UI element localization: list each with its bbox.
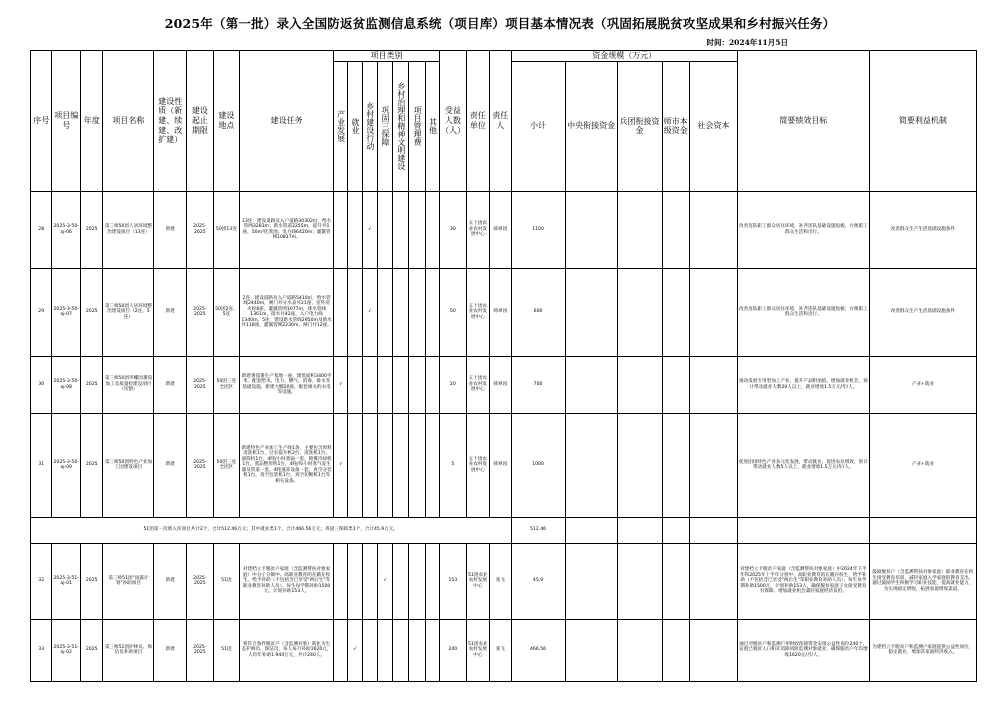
- cell-subtotal: 1000: [511, 413, 565, 517]
- cell-cat-rural: [362, 619, 377, 681]
- cell-period: 2025-2025: [187, 619, 214, 681]
- cell-period: 2025-2025: [187, 543, 214, 619]
- cell-social: [690, 268, 738, 356]
- cell-division: [662, 413, 690, 517]
- cell-central: [565, 268, 617, 356]
- cell-goal: 对建档立卡脱贫户家庭（含监测帮扶对象家庭）中2024年下半年和2025年上半年分别中、高职业教育的在籍在校生，给予补助（不包括含已享受"两后生"等职业教育补助人员），每生每学期补助1500元，计划补助153人，确保脱贫家庭子女接受教育有保障。增加就业机会减轻家庭经济负担。: [738, 543, 870, 619]
- cell-location: 50团三连全团区: [213, 413, 240, 517]
- cell-subtotal: 600: [511, 268, 565, 356]
- cell-cat-other: [425, 191, 439, 268]
- cell-seq: 32: [31, 543, 52, 619]
- cell-year: 2025: [80, 413, 102, 517]
- header-beneficiaries: 受益人数（人）: [440, 51, 467, 192]
- cell-cat-employment: [348, 413, 362, 517]
- header-cat-industry: 产业发展: [334, 61, 348, 191]
- cell-name: 第三师51团护林员、保洁员补助项目: [103, 619, 154, 681]
- cell-benefit: 产业+就业: [869, 413, 976, 517]
- cell-code: 2025-3-50-aj-08: [52, 356, 81, 413]
- cell-nature: 新建: [154, 268, 187, 356]
- header-location: 建设地点: [213, 51, 240, 192]
- cell-code: 2025-3-50-aj-07: [52, 268, 81, 356]
- header-category-group: 项目类别: [334, 51, 440, 62]
- cell-year: 2025: [80, 268, 102, 356]
- cell-code: 2025-3-50-aj-06: [52, 191, 81, 268]
- cell-cat-rural: [362, 356, 377, 413]
- cell-cat-employment: [348, 191, 362, 268]
- cell-task: 将符合条件脱贫户（含监测对象）转化为生态护林员、保洁员，每人每月补助1620元，人均年补助1.944万元，共计240人。: [240, 619, 334, 681]
- header-social: 社会资本: [690, 61, 738, 191]
- cell-resp-unit: 五十团农业农村发展中心: [466, 191, 489, 268]
- cell-resp-person: 张飞: [490, 619, 511, 681]
- cell-year: 2025: [80, 191, 102, 268]
- cell-seq: 29: [31, 268, 52, 356]
- document-title: 2025年（第一批）录入全国防返贫监测信息系统（项目库）项目基本情况表（巩固拓展脱贫攻坚成果和乡村振兴任务）: [164, 16, 836, 31]
- cell-benefit: 鼓励脱贫户（含监测帮扶对象家庭）职业教育在校生接受教育培训，减轻家庭入学家庭的教育支出，通过鼓励学生积极学习职业技能，提高就业能力，为实现稳定增收，拓展家庭增收渠道。: [869, 543, 976, 619]
- cell-cat-industry: [334, 268, 348, 356]
- cell-cat-other: [425, 543, 439, 619]
- table-row: [31, 619, 977, 681]
- cell-task: 13连：建设道路及入户道路30302㎡，给水管网3283m；新水管道2255m，提升井1座，50m³化粪池；电力线6420m；灌溉管网10817m。: [240, 191, 334, 268]
- cell-period: 2025-2025: [187, 191, 214, 268]
- cell-location: 51团: [213, 543, 240, 619]
- cell-cat-mgmt: [409, 543, 425, 619]
- cell-nature: 新建: [154, 619, 187, 681]
- header-nature: 建设性质（新建、续建、改扩建）: [154, 51, 187, 192]
- cell-cat-guarantee: √: [377, 543, 392, 619]
- header-cat-mgmt: 项目管理费: [409, 61, 425, 191]
- cell-task: 2连：建设道路及入户道路5410㎡，给水管线2440m，闸门井分水表井21座，室外消火栓6座，灌溉管网1077m，排水管线1361m，排水井42座，入户电力线1340m。5连：建设新水管线2950m及新水井118座，灌溉管网2230m，闸门井12座。: [240, 268, 334, 356]
- document-date: 时间：2024年11月5日: [706, 38, 788, 47]
- cell-cat-governance: [393, 543, 409, 619]
- header-name: 项目名称: [103, 51, 154, 192]
- cell-bingtuan: [617, 268, 662, 356]
- header-cat-governance: 乡村治理和精神文明建设: [393, 61, 409, 191]
- header-cat-rural: 乡村建设行动: [362, 61, 377, 191]
- cell-central: [565, 356, 617, 413]
- cell-cat-mgmt: [409, 191, 425, 268]
- cell-benefit: 改善群众生产生活基础设施条件: [869, 191, 976, 268]
- cell-location: 51团: [213, 619, 240, 681]
- cell-cat-industry: [334, 543, 348, 619]
- header-code: 项目编号: [52, 51, 81, 192]
- cell-social: [690, 619, 738, 681]
- cell-goal: 改善连队职工群众居住环境，补齐连队基础设施短板，方便职工群众生活和出行。: [738, 268, 870, 356]
- cell-resp-person: 韩翠园: [490, 413, 511, 517]
- cell-cat-employment: [348, 543, 362, 619]
- cell-name: 第三师50团枣椰园番茄加工及质量检建设项目（切割）: [103, 356, 154, 413]
- cell-social: [690, 191, 738, 268]
- cell-beneficiaries: 20: [440, 356, 467, 413]
- cell-social: [690, 543, 738, 619]
- cell-cat-rural: [362, 543, 377, 619]
- cell-resp-unit: 五十团农业农村发展中心: [466, 413, 489, 517]
- cell-cat-mgmt: [409, 356, 425, 413]
- summary-text: 51团第一次新入库项目共计2个，合计512.46万元；其中就业类1个，合计466.56万元；巩固三保障类1个，合计45.9万元。: [31, 517, 512, 543]
- header-seq: 序号: [31, 51, 52, 192]
- cell-cat-mgmt: [409, 268, 425, 356]
- cell-cat-employment: [348, 356, 362, 413]
- cell-cat-guarantee: [377, 268, 392, 356]
- summary-row: [31, 517, 977, 543]
- cell-task: 新建番茄番生产基地一座，建筑面积3400平米。配套给水、电力、燃气、消毒、排水等基础设施。新建大棚20座，配套相关的水电等设施。: [240, 356, 334, 413]
- cell-resp-person: 张飞: [490, 543, 511, 619]
- cell-cat-governance: [393, 191, 409, 268]
- header-cat-other: 其他: [425, 61, 439, 191]
- cell-resp-unit: 51团农业农村发展中心: [466, 543, 489, 619]
- cell-cat-guarantee: [377, 356, 392, 413]
- cell-cat-employment: [348, 268, 362, 356]
- cell-cat-other: [425, 619, 439, 681]
- cell-goal: 通过对脱贫户和监测户用财政衔接资金安排公益性岗位240个，安置已脱贫人口和未消除风险监测对象就业，确保脱贫户年均增收1620元/月/人。: [738, 619, 870, 681]
- table-row: [31, 413, 977, 517]
- table-row: [31, 268, 977, 356]
- cell-location: 50团三连全团区: [213, 356, 240, 413]
- cell-cat-industry: √: [334, 413, 348, 517]
- header-subtotal: 小计: [511, 61, 565, 191]
- cell-cat-rural: [362, 413, 377, 517]
- cell-resp-person: 韩翠园: [490, 191, 511, 268]
- cell-seq: 33: [31, 619, 52, 681]
- cell-location: 50团2连、5连: [213, 268, 240, 356]
- cell-beneficiaries: 153: [440, 543, 467, 619]
- cell-division: [662, 356, 690, 413]
- cell-subtotal: 700: [511, 356, 565, 413]
- cell-cat-mgmt: [409, 619, 425, 681]
- cell-location: 50团13连: [213, 191, 240, 268]
- cell-code: 2025-3-51-aj-01: [52, 543, 81, 619]
- table-row: [31, 543, 977, 619]
- header-period: 建设起止期限: [187, 51, 214, 192]
- cell-cat-governance: [393, 268, 409, 356]
- cell-cat-industry: [334, 191, 348, 268]
- cell-resp-unit: 51团农业农村发展中心: [466, 619, 489, 681]
- cell-benefit: 改善群众生产生活基础设施条件: [869, 268, 976, 356]
- cell-division: [662, 191, 690, 268]
- cell-period: 2025-2025: [187, 413, 214, 517]
- header-division: 师市本级资金: [662, 61, 690, 191]
- cell-nature: 新建: [154, 356, 187, 413]
- cell-nature: 新建: [154, 543, 187, 619]
- cell-seq: 28: [31, 191, 52, 268]
- cell-beneficiaries: 50: [440, 268, 467, 356]
- table-row: [31, 191, 977, 268]
- cell-goal: 促进团场特色产业多元化发展，带动就业，促进农业增效，预计带动就业人数5人以上，就业增收1.5万元/年/人。: [738, 413, 870, 517]
- project-table: [30, 50, 977, 682]
- cell-period: 2025-2025: [187, 356, 214, 413]
- cell-cat-rural: √: [362, 191, 377, 268]
- cell-cat-employment: √: [348, 619, 362, 681]
- header-cat-employment: 就业: [348, 61, 362, 191]
- cell-cat-mgmt: [409, 413, 425, 517]
- cell-benefit: 产业+就业: [869, 356, 976, 413]
- cell-resp-unit: 五十团农业农村发展中心: [466, 356, 489, 413]
- cell-benefit: 为建档立卡脱贫户和监测户家庭提供公益性岗位，稳定就业，增加其家庭经济收入。: [869, 619, 976, 681]
- cell-name: 第三师50团人居环境整治建设项目（13连）: [103, 191, 154, 268]
- header-resp-person: 责任人: [490, 51, 511, 192]
- header-goal: 简要绩效目标: [738, 51, 870, 192]
- cell-period: 2025-2025: [187, 268, 214, 356]
- cell-year: 2025: [80, 356, 102, 413]
- cell-year: 2025: [80, 619, 102, 681]
- header-year: 年度: [80, 51, 102, 192]
- cell-cat-industry: √: [334, 356, 348, 413]
- cell-resp-unit: 五十团农业农村发展中心: [466, 268, 489, 356]
- cell-code: 2025-3-51-aj-02: [52, 619, 81, 681]
- header-task: 建设任务: [240, 51, 334, 192]
- cell-cat-industry: [334, 619, 348, 681]
- cell-seq: 31: [31, 413, 52, 517]
- cell-social: [690, 413, 738, 517]
- cell-central: [565, 619, 617, 681]
- cell-task: 新建特色产业加工生产线1条，主要包含原料清洗机1台，过水提升机2台，清洗机1台，滚筒机1台，4吨/小时蒸锅一套，喷雾冷却机1台，蒸品整形机1台，4吨/每小时蒸气发生器及管道一套，4吨速冻设备一套，真空分装机1台，真空包装机1台，真空切断机1台等相关设备。: [240, 413, 334, 517]
- cell-cat-other: [425, 268, 439, 356]
- cell-cat-governance: [393, 413, 409, 517]
- cell-nature: 新建: [154, 191, 187, 268]
- cell-nature: 新建: [154, 413, 187, 517]
- cell-subtotal: 45.9: [511, 543, 565, 619]
- header-fund-group: 资金规模（万元）: [511, 51, 738, 62]
- cell-bingtuan: [617, 619, 662, 681]
- cell-beneficiaries: 30: [440, 191, 467, 268]
- cell-division: [662, 543, 690, 619]
- cell-name: 第三师50团人居环境整治建设项目（2连、5连）: [103, 268, 154, 356]
- cell-cat-guarantee: [377, 619, 392, 681]
- cell-year: 2025: [80, 543, 102, 619]
- cell-bingtuan: [617, 413, 662, 517]
- cell-name: 第三师51团"雨露计划"补助项目: [103, 543, 154, 619]
- cell-central: [565, 413, 617, 517]
- header-benefit: 简要利益机制: [869, 51, 976, 192]
- header-central: 中央衔接资金: [565, 61, 617, 191]
- cell-task: 对建档立卡脱贫户家庭（含监测帮扶对象家庭）中分子分制中、高职业教育的在籍在校生，给予补助（不包括含已享受"两后生"等职业教育补助人员）。每生每学期补助1500元，计划补助153人。: [240, 543, 334, 619]
- cell-central: [565, 191, 617, 268]
- cell-bingtuan: [617, 543, 662, 619]
- cell-subtotal: 1100: [511, 191, 565, 268]
- cell-cat-other: [425, 356, 439, 413]
- cell-seq: 30: [31, 356, 52, 413]
- cell-beneficiaries: 5: [440, 413, 467, 517]
- header-bingtuan: 兵团衔接资金: [617, 61, 662, 191]
- cell-bingtuan: [617, 356, 662, 413]
- table-row: [31, 356, 977, 413]
- cell-cat-guarantee: [377, 413, 392, 517]
- cell-cat-governance: [393, 619, 409, 681]
- cell-goal: 推动发展专用型加工产业，提升产品附加值，增加就业机会，预计带动就业人数20人以上，就业增收1.5万元/年/人。: [738, 356, 870, 413]
- cell-cat-governance: [393, 356, 409, 413]
- cell-resp-person: 韩翠园: [490, 268, 511, 356]
- cell-cat-rural: √: [362, 268, 377, 356]
- cell-subtotal: 466.56: [511, 619, 565, 681]
- cell-bingtuan: [617, 191, 662, 268]
- cell-goal: 改善连队职工群众居住环境，补齐连队基础设施短板，方便职工群众生活和出行。: [738, 191, 870, 268]
- header-cat-guarantee: 巩固三保障: [377, 61, 392, 191]
- cell-central: [565, 543, 617, 619]
- cell-resp-person: 韩翠园: [490, 356, 511, 413]
- cell-code: 2025-3-50-aj-09: [52, 413, 81, 517]
- cell-name: 第三师50团特色产业加工园建设项目: [103, 413, 154, 517]
- cell-division: [662, 268, 690, 356]
- cell-cat-other: [425, 413, 439, 517]
- cell-social: [690, 356, 738, 413]
- cell-beneficiaries: 240: [440, 619, 467, 681]
- cell-cat-guarantee: [377, 191, 392, 268]
- cell-division: [662, 619, 690, 681]
- header-resp-unit: 责任单位: [466, 51, 489, 192]
- summary-subtotal: 512.46: [511, 517, 565, 543]
